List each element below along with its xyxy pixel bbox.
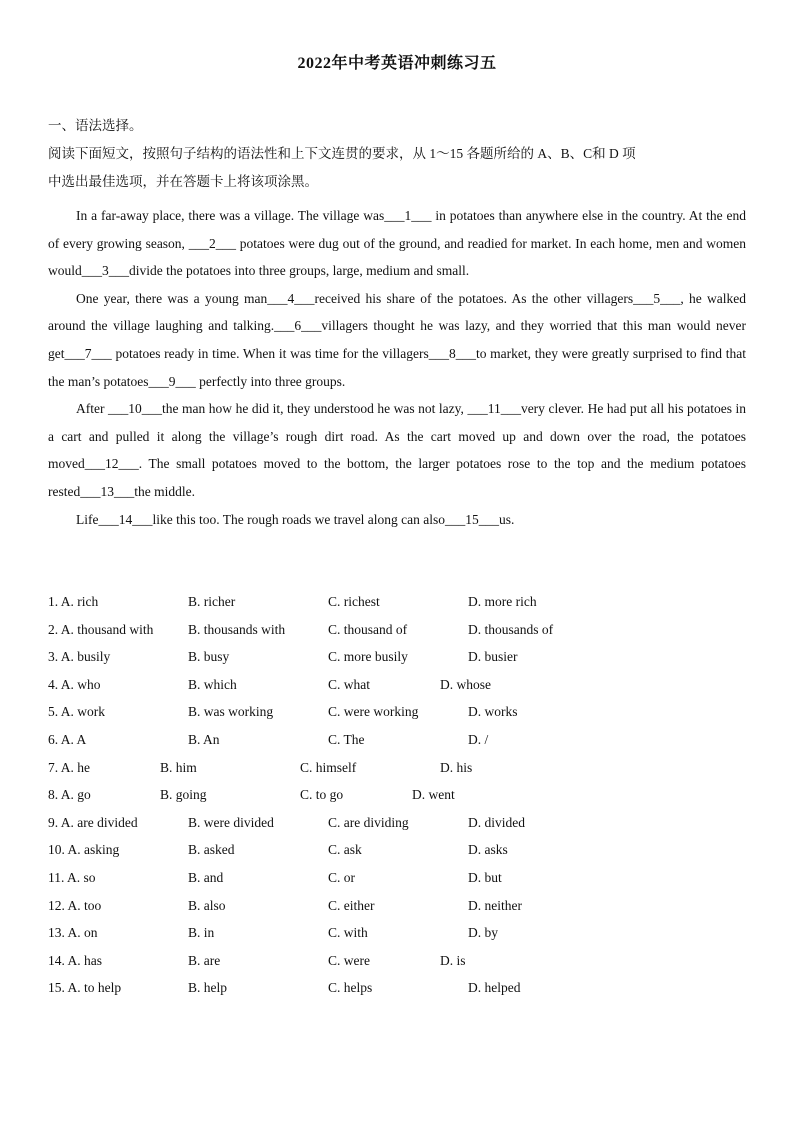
option-a: 14. A. has	[48, 952, 102, 968]
option-d: D. but	[468, 869, 502, 885]
option-a: 15. A. to help	[48, 980, 122, 996]
passage-paragraph-1: In a far-away place, there was a village. The village was___1___ in potatoes than anywhere else in the country. At the end of every growing season, ___2___ potatoes were dug out of the ground, and readied for market. In each home, men and women would___3___divide the potatoes into three groups, large, medium and small.	[48, 208, 746, 279]
option-c: C. ask	[328, 842, 362, 858]
question-row	[48, 754, 746, 782]
instruction-line-2: 中选出最佳选项，并在答题卡上将该项涂黑。	[48, 174, 318, 189]
option-a: 3. A. busily	[48, 649, 111, 665]
option-a: 8. A. go	[48, 787, 91, 803]
option-a: 12. A. too	[48, 897, 102, 913]
option-b: B. asked	[188, 842, 235, 858]
option-d: D. his	[440, 759, 473, 775]
option-b: B. going	[160, 787, 207, 803]
option-c: C. or	[328, 869, 355, 885]
option-a: 1. A. rich	[48, 594, 99, 609]
question-row	[48, 947, 746, 975]
option-d: D. works	[468, 704, 518, 720]
question-row	[48, 616, 746, 644]
option-d: D. divided	[468, 814, 525, 830]
option-b: B. in	[188, 925, 215, 941]
option-c: C. to go	[300, 787, 344, 803]
option-c: C. himself	[300, 759, 357, 775]
question-row	[48, 836, 746, 864]
option-c: C. either	[328, 897, 375, 913]
option-d: D. thousands of	[468, 621, 554, 637]
option-d: D. by	[468, 925, 498, 941]
question-row	[48, 588, 746, 616]
option-c: C. thousand of	[328, 621, 408, 637]
option-d: D. more rich	[468, 594, 537, 609]
question-row	[48, 892, 746, 920]
option-b: B. and	[188, 869, 224, 885]
passage-paragraph-3: After ___10___the man how he did it, they understood he was not lazy, ___11___very clever. He had put all his potatoes in a cart and pulled it along the village’s rough dirt road. As the cart moved up and down over the road, the potatoes moved___12___. The small potatoes moved to the bottom, the larger potatoes rose to the top and the medium potatoes rested___13___the middle.	[48, 401, 746, 499]
option-a: 13. A. on	[48, 925, 98, 941]
option-a: 10. A. asking	[48, 842, 120, 858]
option-d: D. is	[440, 952, 466, 968]
option-c: C. were	[328, 952, 370, 968]
reading-passage	[48, 202, 746, 533]
passage-paragraph-4: Life___14___like this too. The rough roads we travel along can also___15___us.	[76, 511, 515, 527]
question-row	[48, 864, 746, 892]
option-b: B. are	[188, 952, 221, 968]
option-c: C. The	[328, 731, 365, 747]
option-d: D. asks	[468, 842, 508, 858]
option-a: 4. A. who	[48, 676, 101, 692]
option-a: 9. A. are divided	[48, 814, 138, 830]
option-d: D. neither	[468, 897, 522, 913]
question-list	[48, 588, 746, 1002]
question-row	[48, 974, 746, 1002]
question-row	[48, 726, 746, 754]
option-b: B. thousands with	[188, 621, 286, 637]
option-b: B. also	[188, 897, 226, 913]
option-b: B. busy	[188, 649, 230, 665]
section-heading: 一、语法选择。	[48, 118, 143, 133]
option-a: 6. A. A	[48, 731, 87, 747]
option-d: D. whose	[440, 676, 491, 692]
option-c: C. richest	[328, 594, 380, 609]
question-row	[48, 809, 746, 837]
option-b: B. were divided	[188, 814, 274, 830]
question-row	[48, 698, 746, 726]
option-a: 5. A. work	[48, 704, 105, 720]
option-a: 11. A. so	[48, 869, 96, 885]
option-d: D. helped	[468, 980, 521, 996]
option-b: B. richer	[188, 594, 236, 609]
question-row	[48, 781, 746, 809]
option-c: C. were working	[328, 704, 419, 720]
instruction-line-1: 阅读下面短文，按照句子结构的语法性和上下文连贯的要求，从 1～15 各题所给的 A、B、C和 D 项	[48, 146, 636, 161]
question-row	[48, 919, 746, 947]
option-a: 7. A. he	[48, 759, 90, 775]
option-b: B. was working	[188, 704, 274, 720]
question-row	[48, 671, 746, 699]
option-c: C. helps	[328, 980, 373, 996]
option-b: B. him	[160, 759, 197, 775]
option-b: B. help	[188, 980, 227, 996]
page-title: 2022年中考英语冲刺练习五	[297, 55, 497, 72]
option-c: C. are dividing	[328, 814, 409, 830]
option-d: D. busier	[468, 649, 518, 665]
passage-paragraph-2: One year, there was a young man___4___received his share of the potatoes. As the other villagers___5___, he walked around the village laughing and talking.___6___villagers thought he was lazy, and they worried that this man would never get___7___ potatoes ready in time. When it was time for the villagers___8___to market, they were greatly surprised to find that the man’s potatoes___9___ perfectly into three groups.	[48, 290, 746, 389]
option-c: C. more busily	[328, 649, 408, 665]
option-d: D. went	[412, 787, 455, 803]
option-b: B. which	[188, 676, 237, 692]
option-c: C. with	[328, 925, 368, 941]
option-b: B. An	[188, 731, 220, 747]
option-d: D. /	[468, 731, 489, 747]
option-a: 2. A. thousand with	[48, 621, 154, 637]
question-row	[48, 643, 746, 671]
option-c: C. what	[328, 676, 370, 692]
